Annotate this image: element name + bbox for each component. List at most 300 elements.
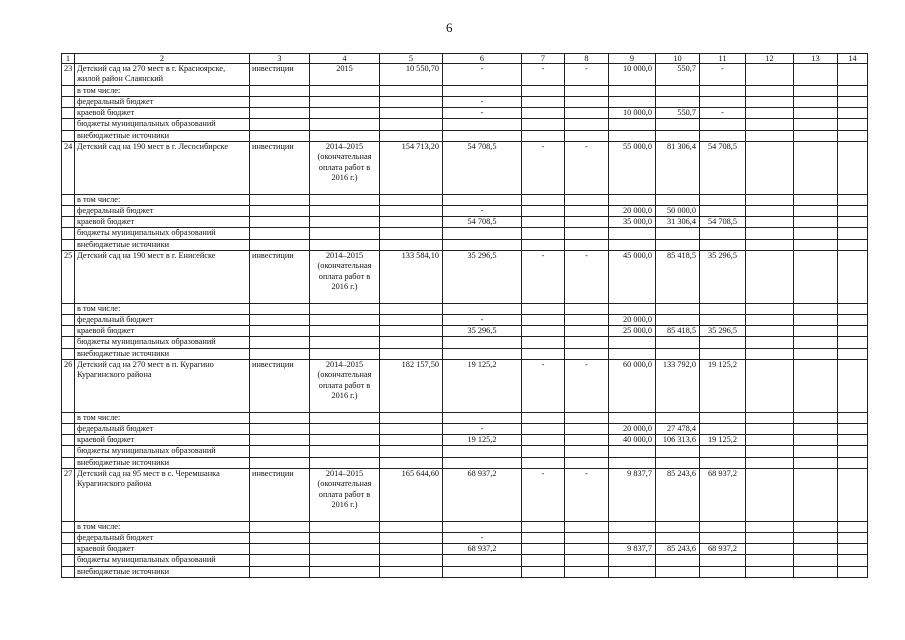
- header-row: [62, 54, 868, 64]
- row-number-empty: [62, 412, 75, 423]
- source-name: федеральный бюджет: [75, 423, 250, 434]
- col12-value: [746, 521, 794, 532]
- column-number: 13: [794, 54, 838, 64]
- expense-type: инвестиции: [250, 469, 310, 522]
- col12-value: [746, 457, 794, 468]
- col9-value: 10 000,0: [609, 64, 656, 86]
- source-name: внебюджетные источники: [75, 130, 250, 141]
- col9-value: [609, 348, 656, 359]
- period-empty: [310, 544, 380, 555]
- col10-value: [656, 119, 700, 130]
- col14-value: [838, 64, 868, 86]
- col10-value: [656, 532, 700, 543]
- col10-value: [656, 130, 700, 141]
- table-row-source: [62, 423, 868, 434]
- col13-value: [794, 64, 838, 86]
- period-empty: [310, 457, 380, 468]
- row-number: 26: [62, 360, 75, 413]
- col6-value: -: [443, 423, 522, 434]
- period-empty: [310, 532, 380, 543]
- total-empty: [380, 314, 443, 325]
- col6-value: 19 125,2: [443, 360, 522, 413]
- row-number-empty: [62, 119, 75, 130]
- col9-value: 10 000,0: [609, 108, 656, 119]
- col10-value: 31 306,4: [656, 217, 700, 228]
- col10-value: 85 418,5: [656, 251, 700, 304]
- period-empty: [310, 555, 380, 566]
- row-number-empty: [62, 544, 75, 555]
- col13-value: [794, 544, 838, 555]
- col11-value: [700, 205, 746, 216]
- col12-value: [746, 85, 794, 96]
- row-number-empty: [62, 446, 75, 457]
- period-empty: [310, 314, 380, 325]
- row-number-empty: [62, 337, 75, 348]
- col6-value: [443, 303, 522, 314]
- table-row-source: [62, 435, 868, 446]
- total-empty: [380, 521, 443, 532]
- col8-value: [565, 412, 609, 423]
- col14-value: [838, 435, 868, 446]
- total-cost: 133 584,10: [380, 251, 443, 304]
- col14-value: [838, 360, 868, 413]
- col9-value: 45 000,0: [609, 251, 656, 304]
- source-name: в том числе:: [75, 194, 250, 205]
- col7-value: [522, 96, 565, 107]
- col9-value: 9 837,7: [609, 469, 656, 522]
- col10-value: 27 478,4: [656, 423, 700, 434]
- col11-value: 19 125,2: [700, 360, 746, 413]
- col10-value: 133 792,0: [656, 360, 700, 413]
- project-name: Детский сад на 270 мест в п. Курагино Курагинского района: [75, 360, 250, 413]
- column-number: 5: [380, 54, 443, 64]
- col12-value: [746, 130, 794, 141]
- col13-value: [794, 194, 838, 205]
- row-number-empty: [62, 435, 75, 446]
- table-row-project: [62, 360, 868, 413]
- col11-value: [700, 423, 746, 434]
- col11-value: 54 708,5: [700, 142, 746, 195]
- expense-type-empty: [250, 130, 310, 141]
- table-row-source: [62, 194, 868, 205]
- col6-value: [443, 194, 522, 205]
- row-number-empty: [62, 555, 75, 566]
- col12-value: [746, 303, 794, 314]
- expense-type-empty: [250, 119, 310, 130]
- col14-value: [838, 446, 868, 457]
- column-number: 2: [75, 54, 250, 64]
- table-row-source: [62, 521, 868, 532]
- col13-value: [794, 337, 838, 348]
- col10-value: [656, 446, 700, 457]
- col6-value: [443, 228, 522, 239]
- col13-value: [794, 119, 838, 130]
- col13-value: [794, 423, 838, 434]
- col13-value: [794, 521, 838, 532]
- col6-value: [443, 130, 522, 141]
- col8-value: [565, 423, 609, 434]
- col7-value: -: [522, 142, 565, 195]
- col13-value: [794, 326, 838, 337]
- row-number-empty: [62, 348, 75, 359]
- col8-value: [565, 521, 609, 532]
- total-cost: 10 550,70: [380, 64, 443, 86]
- col11-value: [700, 555, 746, 566]
- col6-value: -: [443, 205, 522, 216]
- table-row-source: [62, 314, 868, 325]
- col13-value: [794, 85, 838, 96]
- col8-value: [565, 205, 609, 216]
- row-number-empty: [62, 303, 75, 314]
- row-number-empty: [62, 108, 75, 119]
- col12-value: [746, 412, 794, 423]
- col8-value: [565, 348, 609, 359]
- col14-value: [838, 566, 868, 577]
- col7-value: [522, 412, 565, 423]
- total-cost: 154 713,20: [380, 142, 443, 195]
- col12-value: [746, 566, 794, 577]
- expense-type-empty: [250, 303, 310, 314]
- col7-value: [522, 544, 565, 555]
- col10-value: [656, 337, 700, 348]
- source-name: в том числе:: [75, 412, 250, 423]
- col8-value: [565, 303, 609, 314]
- table-row-source: [62, 412, 868, 423]
- col11-value: [700, 96, 746, 107]
- col14-value: [838, 303, 868, 314]
- expense-type-empty: [250, 348, 310, 359]
- expense-type: инвестиции: [250, 64, 310, 86]
- row-number: 23: [62, 64, 75, 86]
- col10-value: 550,7: [656, 64, 700, 86]
- col12-value: [746, 217, 794, 228]
- col10-value: [656, 521, 700, 532]
- table-row-source: [62, 119, 868, 130]
- col8-value: [565, 314, 609, 325]
- col8-value: [565, 555, 609, 566]
- col7-value: -: [522, 251, 565, 304]
- col7-value: [522, 566, 565, 577]
- col13-value: [794, 130, 838, 141]
- col11-value: 54 708,5: [700, 217, 746, 228]
- col10-value: 85 243,6: [656, 544, 700, 555]
- total-empty: [380, 194, 443, 205]
- source-name: бюджеты муниципальных образований: [75, 228, 250, 239]
- col11-value: 19 125,2: [700, 435, 746, 446]
- expense-type: инвестиции: [250, 360, 310, 413]
- col6-value: [443, 239, 522, 250]
- col10-value: [656, 85, 700, 96]
- table-row-source: [62, 130, 868, 141]
- col14-value: [838, 119, 868, 130]
- col11-value: 68 937,2: [700, 544, 746, 555]
- col12-value: [746, 446, 794, 457]
- total-cost: 165 644,60: [380, 469, 443, 522]
- col7-value: [522, 423, 565, 434]
- col6-value: 35 296,5: [443, 251, 522, 304]
- expense-type-empty: [250, 205, 310, 216]
- period-empty: [310, 348, 380, 359]
- col6-value: -: [443, 314, 522, 325]
- total-empty: [380, 348, 443, 359]
- col11-value: [700, 532, 746, 543]
- source-name: бюджеты муниципальных образований: [75, 119, 250, 130]
- col9-value: 60 000,0: [609, 360, 656, 413]
- col12-value: [746, 348, 794, 359]
- period-empty: [310, 228, 380, 239]
- col10-value: 85 418,5: [656, 326, 700, 337]
- row-number-empty: [62, 130, 75, 141]
- col14-value: [838, 544, 868, 555]
- col14-value: [838, 239, 868, 250]
- table-row-source: [62, 108, 868, 119]
- col8-value: [565, 85, 609, 96]
- col8-value: [565, 446, 609, 457]
- total-empty: [380, 446, 443, 457]
- col7-value: [522, 348, 565, 359]
- col11-value: -: [700, 64, 746, 86]
- col13-value: [794, 303, 838, 314]
- col11-value: [700, 119, 746, 130]
- col9-value: 20 000,0: [609, 205, 656, 216]
- col11-value: 68 937,2: [700, 469, 746, 522]
- col14-value: [838, 555, 868, 566]
- expense-type-empty: [250, 412, 310, 423]
- col12-value: [746, 314, 794, 325]
- col12-value: [746, 532, 794, 543]
- col6-value: -: [443, 64, 522, 86]
- col13-value: [794, 205, 838, 216]
- source-name: федеральный бюджет: [75, 96, 250, 107]
- total-empty: [380, 217, 443, 228]
- col6-value: [443, 446, 522, 457]
- col7-value: [522, 326, 565, 337]
- total-empty: [380, 108, 443, 119]
- period-empty: [310, 108, 380, 119]
- expense-type-empty: [250, 228, 310, 239]
- period-empty: [310, 412, 380, 423]
- total-empty: [380, 435, 443, 446]
- period-empty: [310, 423, 380, 434]
- source-name: бюджеты муниципальных образований: [75, 337, 250, 348]
- col14-value: [838, 469, 868, 522]
- source-name: внебюджетные источники: [75, 457, 250, 468]
- total-empty: [380, 337, 443, 348]
- expense-type-empty: [250, 217, 310, 228]
- col13-value: [794, 555, 838, 566]
- col12-value: [746, 251, 794, 304]
- row-number-empty: [62, 566, 75, 577]
- col6-value: [443, 412, 522, 423]
- col13-value: [794, 360, 838, 413]
- col9-value: 35 000,0: [609, 217, 656, 228]
- expense-type-empty: [250, 521, 310, 532]
- row-number-empty: [62, 96, 75, 107]
- col11-value: -: [700, 108, 746, 119]
- period-empty: [310, 446, 380, 457]
- source-name: бюджеты муниципальных образований: [75, 555, 250, 566]
- table-row-source: [62, 228, 868, 239]
- col11-value: [700, 457, 746, 468]
- row-number-empty: [62, 194, 75, 205]
- col10-value: [656, 314, 700, 325]
- total-empty: [380, 566, 443, 577]
- col10-value: 85 243,6: [656, 469, 700, 522]
- table-row-source: [62, 566, 868, 577]
- col8-value: [565, 217, 609, 228]
- col11-value: [700, 239, 746, 250]
- col6-value: [443, 566, 522, 577]
- col9-value: [609, 566, 656, 577]
- col11-value: [700, 348, 746, 359]
- table-row-source: [62, 446, 868, 457]
- col13-value: [794, 446, 838, 457]
- col14-value: [838, 217, 868, 228]
- col11-value: [700, 566, 746, 577]
- table-row-source: [62, 96, 868, 107]
- source-name: федеральный бюджет: [75, 314, 250, 325]
- col10-value: [656, 228, 700, 239]
- col8-value: [565, 228, 609, 239]
- col14-value: [838, 142, 868, 195]
- total-empty: [380, 544, 443, 555]
- table-row-source: [62, 303, 868, 314]
- source-name: федеральный бюджет: [75, 205, 250, 216]
- col6-value: -: [443, 108, 522, 119]
- col12-value: [746, 555, 794, 566]
- col10-value: [656, 348, 700, 359]
- col14-value: [838, 130, 868, 141]
- row-number-empty: [62, 205, 75, 216]
- column-number: 14: [838, 54, 868, 64]
- source-name: краевой бюджет: [75, 544, 250, 555]
- total-empty: [380, 119, 443, 130]
- col14-value: [838, 412, 868, 423]
- col8-value: [565, 130, 609, 141]
- col9-value: [609, 130, 656, 141]
- column-number: 12: [746, 54, 794, 64]
- col8-value: -: [565, 142, 609, 195]
- col6-value: [443, 348, 522, 359]
- period-empty: [310, 337, 380, 348]
- col9-value: [609, 412, 656, 423]
- col11-value: 35 296,5: [700, 326, 746, 337]
- period: 2014–2015 (окончательная оплата работ в 2016 г.): [310, 469, 380, 522]
- col13-value: [794, 469, 838, 522]
- col12-value: [746, 64, 794, 86]
- project-name: Детский сад на 95 мест в с. Черемшанка Курагинского района: [75, 469, 250, 522]
- expense-type-empty: [250, 326, 310, 337]
- budget-table: [61, 53, 868, 578]
- col13-value: [794, 412, 838, 423]
- col9-value: [609, 239, 656, 250]
- period-empty: [310, 217, 380, 228]
- source-name: краевой бюджет: [75, 108, 250, 119]
- col7-value: [522, 108, 565, 119]
- expense-type: инвестиции: [250, 251, 310, 304]
- period-empty: [310, 326, 380, 337]
- col9-value: [609, 85, 656, 96]
- col8-value: [565, 326, 609, 337]
- column-number: 7: [522, 54, 565, 64]
- total-empty: [380, 85, 443, 96]
- col14-value: [838, 108, 868, 119]
- col10-value: [656, 566, 700, 577]
- expense-type-empty: [250, 423, 310, 434]
- col7-value: [522, 314, 565, 325]
- col8-value: [565, 435, 609, 446]
- col14-value: [838, 85, 868, 96]
- col13-value: [794, 217, 838, 228]
- column-number: 8: [565, 54, 609, 64]
- row-number-empty: [62, 239, 75, 250]
- col6-value: [443, 119, 522, 130]
- col7-value: [522, 130, 565, 141]
- col6-value: [443, 337, 522, 348]
- col7-value: -: [522, 64, 565, 86]
- col13-value: [794, 532, 838, 543]
- col12-value: [746, 228, 794, 239]
- col7-value: [522, 446, 565, 457]
- col11-value: [700, 228, 746, 239]
- col12-value: [746, 108, 794, 119]
- table-row-source: [62, 532, 868, 543]
- row-number-empty: [62, 314, 75, 325]
- table-row-project: [62, 469, 868, 522]
- col9-value: 20 000,0: [609, 314, 656, 325]
- col9-value: [609, 303, 656, 314]
- period: 2014–2015 (окончательная оплата работ в 2016 г.): [310, 360, 380, 413]
- expense-type-empty: [250, 435, 310, 446]
- col12-value: [746, 435, 794, 446]
- col7-value: [522, 205, 565, 216]
- col13-value: [794, 566, 838, 577]
- total-empty: [380, 96, 443, 107]
- expense-type-empty: [250, 446, 310, 457]
- col11-value: [700, 521, 746, 532]
- total-empty: [380, 412, 443, 423]
- col14-value: [838, 251, 868, 304]
- expense-type-empty: [250, 108, 310, 119]
- col11-value: 35 296,5: [700, 251, 746, 304]
- col12-value: [746, 142, 794, 195]
- source-name: внебюджетные источники: [75, 566, 250, 577]
- table-row-project: [62, 64, 868, 86]
- table-row-project: [62, 251, 868, 304]
- total-empty: [380, 532, 443, 543]
- col11-value: [700, 412, 746, 423]
- col12-value: [746, 194, 794, 205]
- expense-type-empty: [250, 314, 310, 325]
- col14-value: [838, 326, 868, 337]
- row-number-empty: [62, 85, 75, 96]
- column-number: 6: [443, 54, 522, 64]
- col8-value: -: [565, 251, 609, 304]
- column-number: 9: [609, 54, 656, 64]
- col9-value: [609, 96, 656, 107]
- col6-value: 35 296,5: [443, 326, 522, 337]
- row-number-empty: [62, 423, 75, 434]
- table-row-source: [62, 239, 868, 250]
- col10-value: [656, 239, 700, 250]
- total-empty: [380, 303, 443, 314]
- col9-value: 25 000,0: [609, 326, 656, 337]
- col13-value: [794, 108, 838, 119]
- col8-value: -: [565, 469, 609, 522]
- col14-value: [838, 205, 868, 216]
- table-row-source: [62, 555, 868, 566]
- col10-value: [656, 96, 700, 107]
